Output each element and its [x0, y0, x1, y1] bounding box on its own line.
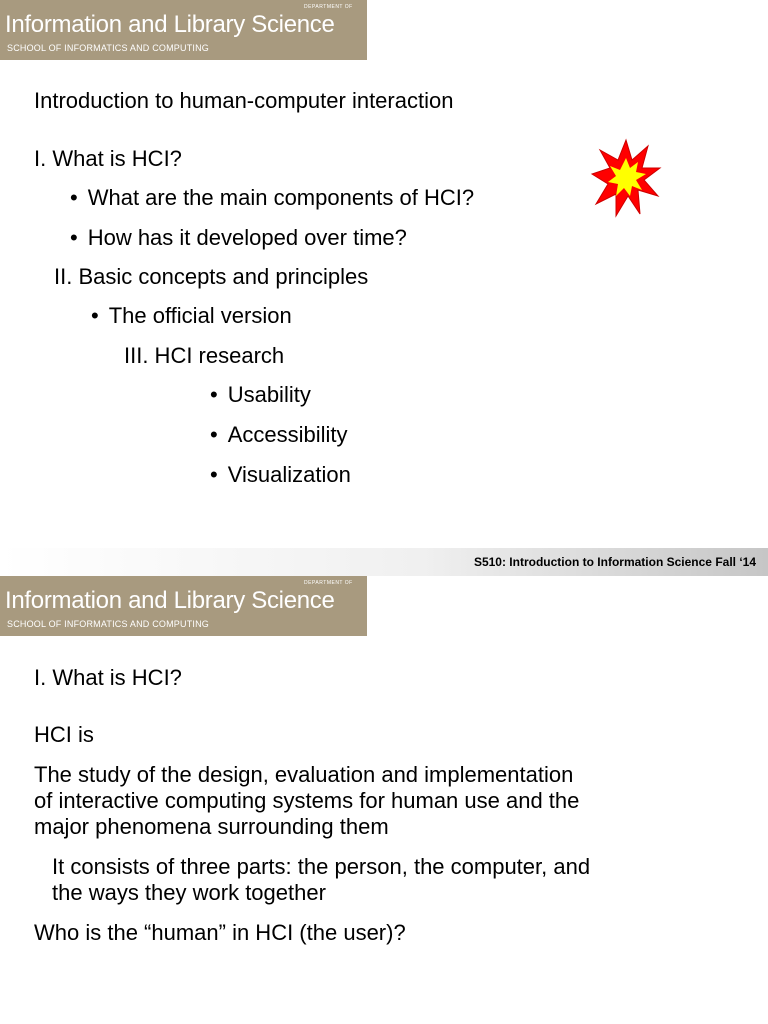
banner-school: SCHOOL OF INFORMATICS AND COMPUTING	[7, 619, 210, 629]
section-1-heading: I. What is HCI?	[34, 146, 182, 171]
bullet-item: • What are the main components of HCI?	[70, 185, 474, 211]
course-label: S510: Introduction to Information Science Fall ‘14	[473, 555, 756, 569]
banner-school: SCHOOL OF INFORMATICS AND COMPUTING	[7, 43, 210, 53]
starburst-icon	[590, 138, 662, 218]
banner-dept-label: DEPARTMENT OF	[304, 580, 353, 586]
slide-2	[0, 576, 768, 1024]
banner-dept-label: DEPARTMENT OF	[304, 4, 353, 10]
section-2-heading: II. Basic concepts and principles	[54, 264, 369, 289]
bullet-item: • The official version	[91, 303, 292, 329]
parts-line: the ways they work together	[52, 880, 326, 905]
parts-line: It consists of three parts: the person, the computer, and	[52, 854, 591, 879]
bullet-item: • Accessibility	[210, 422, 348, 448]
slide-heading: I. What is HCI?	[34, 665, 182, 690]
bullet-item: • How has it developed over time?	[70, 225, 407, 251]
department-banner	[0, 0, 367, 60]
banner-title: Information and Library Science	[5, 587, 335, 614]
hci-definition	[34, 762, 579, 840]
user-question: Who is the “human” in HCI (the user)?	[34, 920, 406, 945]
slide-footer	[0, 548, 768, 576]
bullet-item: • Usability	[210, 382, 311, 408]
hci-parts	[52, 854, 590, 906]
hci-is-label: HCI is	[34, 722, 94, 747]
section-3-heading: III. HCI research	[124, 343, 285, 368]
bullet-item: • Visualization	[210, 462, 351, 488]
definition-line: The study of the design, evaluation and implementation	[34, 762, 574, 787]
definition-line: of interactive computing systems for human use and the	[34, 788, 580, 813]
department-banner	[0, 576, 367, 636]
definition-line: major phenomena surrounding them	[34, 814, 389, 839]
slide-heading: Introduction to human-computer interaction	[34, 88, 454, 113]
banner-title: Information and Library Science	[5, 11, 335, 38]
